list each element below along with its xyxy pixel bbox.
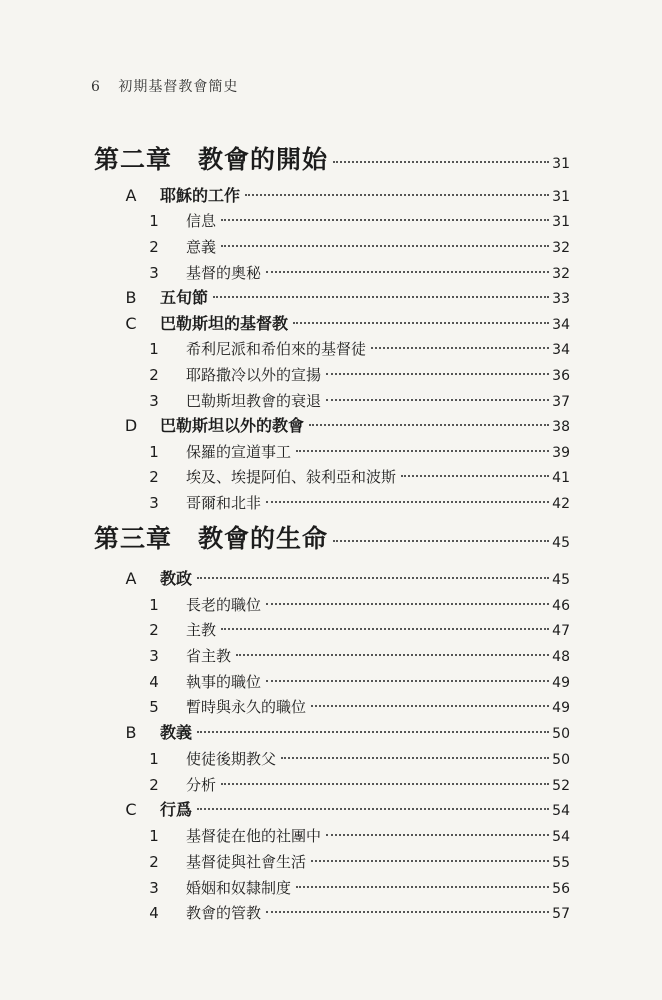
toc-entry [0, 617, 662, 643]
toc-entry-title: 婚姻和奴隸制度 [186, 879, 292, 897]
toc-page-number: 49 [552, 675, 570, 691]
toc-page-number: 50 [552, 752, 570, 768]
dot-leader [221, 783, 549, 785]
toc-entry-title: 行爲 [160, 800, 193, 819]
toc-entry [0, 900, 662, 926]
dot-leader [309, 424, 549, 426]
book-title: 初期基督教會簡史 [118, 79, 239, 95]
dot-leader [326, 399, 549, 401]
toc-section [0, 311, 662, 337]
toc-entry-title: 使徒後期教父 [186, 750, 277, 768]
dot-leader [281, 757, 549, 759]
toc-entry [0, 643, 662, 669]
toc-section [0, 285, 662, 311]
toc-page-number: 33 [552, 291, 570, 307]
toc-chapter [0, 143, 662, 177]
toc-entry-title: 耶路撒冷以外的宣揚 [186, 366, 322, 384]
dot-leader [197, 808, 549, 810]
toc-entry [0, 439, 662, 465]
dot-leader [296, 450, 549, 452]
toc-entry-number: C [125, 314, 137, 333]
toc-entry-title: 教政 [160, 569, 193, 588]
toc-entry-number: 2 [149, 776, 159, 794]
toc-page-number: 31 [552, 214, 570, 230]
dot-leader [266, 271, 549, 273]
toc-page-number: 57 [552, 906, 570, 922]
dot-leader [266, 911, 549, 913]
toc-entry [0, 746, 662, 772]
toc-entry-number: 3 [149, 494, 159, 512]
toc-entry [0, 592, 662, 618]
toc-entry-number: 2 [149, 853, 159, 871]
toc-page-number: 36 [552, 368, 570, 384]
toc-entry-number: 2 [149, 238, 159, 256]
toc-page-number: 37 [552, 394, 570, 410]
toc-entry-title: 省主教 [186, 647, 232, 665]
toc-entry-title: 信息 [186, 212, 217, 230]
dot-leader [266, 603, 549, 605]
toc-entry-title: 第三章 教會的生命 [94, 524, 329, 553]
dot-leader [311, 705, 549, 707]
toc-entry-number: 1 [149, 750, 159, 768]
toc-entry-number: 5 [149, 698, 159, 716]
toc-entry-number: 4 [149, 904, 159, 922]
dot-leader [221, 219, 549, 221]
dot-leader [221, 628, 549, 630]
dot-leader [266, 501, 549, 503]
toc-entry-number: 1 [149, 340, 159, 358]
toc-section [0, 566, 662, 592]
dot-leader [197, 577, 549, 579]
toc-entry [0, 260, 662, 286]
toc-entry-title: 五旬節 [160, 288, 209, 307]
toc-page-number: 50 [552, 726, 570, 742]
toc-page-number: 39 [552, 445, 570, 461]
toc-entry-title: 教義 [160, 723, 193, 742]
toc-entry-number: B [125, 723, 137, 742]
toc-page-number: 49 [552, 700, 570, 716]
toc-entry-title: 巴勒斯坦的基督教 [160, 314, 289, 333]
toc-entry-title: 教會的管教 [186, 904, 262, 922]
toc-entry-title: 暫時與永久的職位 [186, 698, 307, 716]
toc-page-number: 56 [552, 881, 570, 897]
toc-entry [0, 490, 662, 516]
dot-leader [333, 540, 549, 542]
toc-entry-number: A [125, 186, 137, 205]
toc-entry [0, 464, 662, 490]
toc-entry-title: 主教 [186, 621, 217, 639]
toc-entry [0, 849, 662, 875]
toc-page-number: 45 [552, 535, 570, 551]
toc-entry-number: 3 [149, 264, 159, 282]
toc-entry-number: 3 [149, 647, 159, 665]
toc-page-number: 48 [552, 649, 570, 665]
toc-page-number: 46 [552, 598, 570, 614]
toc-entry-title: 分析 [186, 776, 217, 794]
dot-leader [221, 245, 549, 247]
dot-leader [401, 475, 549, 477]
toc-entry [0, 669, 662, 695]
toc-section [0, 413, 662, 439]
toc-page-number: 34 [552, 342, 570, 358]
toc-entry-title: 執事的職位 [186, 673, 262, 691]
toc-entry-number: D [124, 416, 138, 435]
toc-entry-number: 3 [149, 392, 159, 410]
toc-entry-title: 埃及、埃提阿伯、敍利亞和波斯 [186, 468, 397, 486]
page-number: 6 [91, 79, 101, 95]
dot-leader [236, 654, 549, 656]
toc-page-number: 31 [552, 156, 570, 172]
toc-page-number: 55 [552, 855, 570, 871]
dot-leader [311, 860, 549, 862]
toc-page-number: 54 [552, 829, 570, 845]
toc-entry-title: 巴勒斯坦以外的教會 [160, 416, 305, 435]
toc-entry [0, 208, 662, 234]
dot-leader [326, 373, 549, 375]
dot-leader [296, 886, 549, 888]
toc-entry [0, 823, 662, 849]
toc-page-number: 41 [552, 470, 570, 486]
toc-page-number: 47 [552, 623, 570, 639]
toc-page-number: 42 [552, 496, 570, 512]
toc-page-number: 34 [552, 317, 570, 333]
toc-entry [0, 362, 662, 388]
toc-page-number: 32 [552, 266, 570, 282]
toc-page-number: 31 [552, 189, 570, 205]
toc-entry [0, 234, 662, 260]
toc-entry-number: 1 [149, 212, 159, 230]
toc-entry-number: 3 [149, 879, 159, 897]
toc-entry-number: 1 [149, 443, 159, 461]
dot-leader [371, 347, 549, 349]
running-head [91, 76, 238, 96]
dot-leader [293, 322, 549, 324]
dot-leader [326, 834, 549, 836]
toc-chapter [0, 522, 662, 556]
toc-entry [0, 336, 662, 362]
dot-leader [333, 161, 549, 163]
toc-section [0, 720, 662, 746]
toc-entry-title: 耶穌的工作 [160, 186, 241, 205]
toc-entry-number: 2 [149, 468, 159, 486]
toc-entry-title: 基督的奧秘 [186, 264, 262, 282]
toc-entry-title: 基督徒與社會生活 [186, 853, 307, 871]
toc-entry-title: 保羅的宣道事工 [186, 443, 292, 461]
toc-section [0, 183, 662, 209]
toc-page-number: 32 [552, 240, 570, 256]
toc-section [0, 797, 662, 823]
toc-entry-title: 巴勒斯坦教會的衰退 [186, 392, 322, 410]
toc-entry-title: 意義 [186, 238, 217, 256]
toc-entry [0, 694, 662, 720]
toc-entry [0, 388, 662, 414]
toc-entry-number: A [125, 569, 137, 588]
toc-page-number: 38 [552, 419, 570, 435]
dot-leader [213, 296, 549, 298]
toc-entry-number: 2 [149, 366, 159, 384]
toc-page-number: 45 [552, 572, 570, 588]
dot-leader [266, 680, 549, 682]
toc-entry-title: 基督徒在他的社團中 [186, 827, 322, 845]
toc-entry-title: 長老的職位 [186, 596, 262, 614]
toc-page-number: 54 [552, 803, 570, 819]
toc-entry-title: 希利尼派和希伯來的基督徒 [186, 340, 367, 358]
toc-entry-number: 2 [149, 621, 159, 639]
toc-entry-title: 第二章 教會的開始 [94, 145, 329, 174]
toc-entry-number: 1 [149, 827, 159, 845]
toc-entry-number: 1 [149, 596, 159, 614]
toc-entry-number: B [125, 288, 137, 307]
dot-leader [245, 194, 549, 196]
dot-leader [197, 731, 549, 733]
toc-entry-number: C [125, 800, 137, 819]
toc-entry-number: 4 [149, 673, 159, 691]
toc-entry [0, 875, 662, 901]
toc-page-number: 52 [552, 778, 570, 794]
toc-entry-title: 哥爾和北非 [186, 494, 262, 512]
toc-entry [0, 772, 662, 798]
